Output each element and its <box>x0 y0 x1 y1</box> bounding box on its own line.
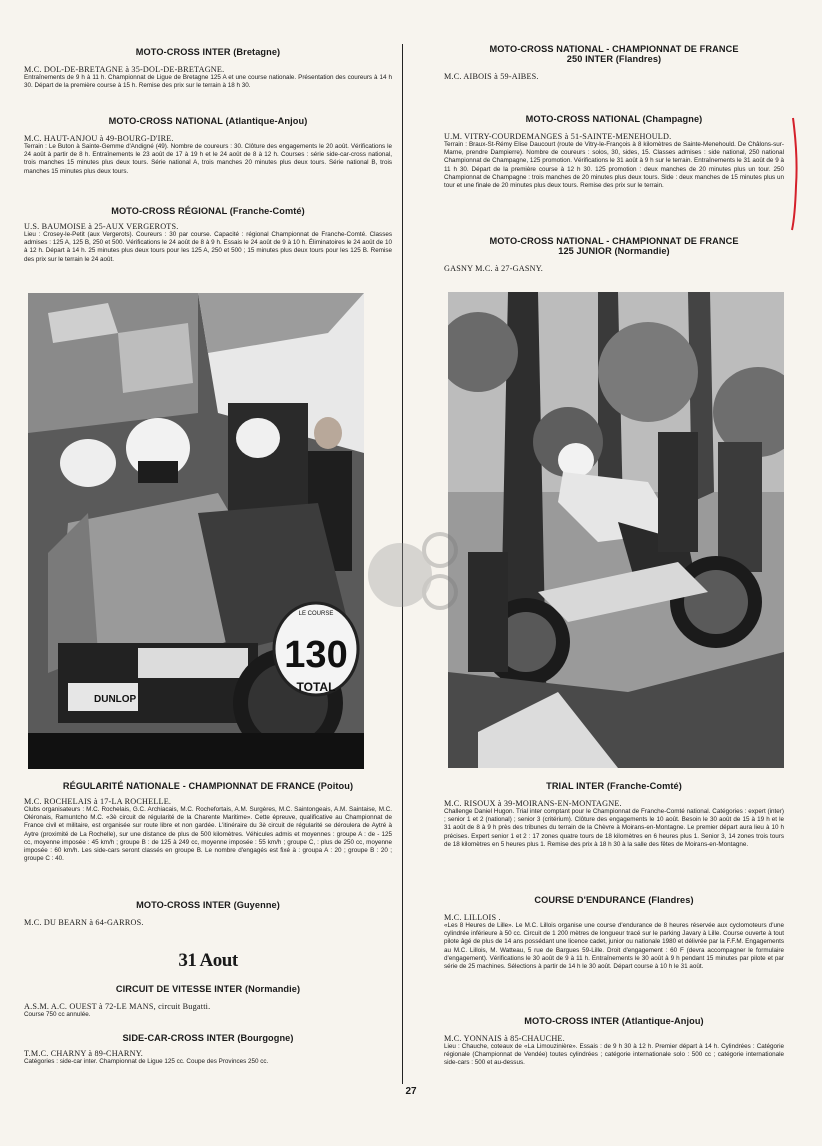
club-line: M.C. DU BEARN à 64-GARROS. <box>24 918 144 927</box>
event-moto-cross-franche-comte <box>24 206 392 264</box>
event-moto-cross-bretagne <box>24 47 392 90</box>
section-body: Terrain : Le Buton à Sainte-Gemme d'Andigné (49). Nombre de coureurs : 30. Clôture des engagements le 20 août. Vérifications le 24 août à partir de 8 h. Entraînements le 23 août de 17 à 19 h et le 24 août de 8 à 12 h. Courses : série side-car-cross national, trois manches 15 minutes plus deux tours. Série national A, trois manches 20 minutes plus deux tours. Série national B, trois manches 15 minutes plus deux tours. <box>24 143 392 175</box>
section-heading: MOTO-CROSS INTER (Atlantique-Anjou) <box>524 1016 704 1026</box>
section-heading: MOTO-CROSS NATIONAL (Champagne) <box>525 114 703 124</box>
section-body: Lieu : Chauche, coteaux de «La Limouzinière». Essais : de 9 h 30 à 12 h. Premier départ à 14 h. Cylindrées : Catégorie régionale (Championnat de Vendée) toutes cylindrées ; catégorie internationale solo : 500 cc ; catégorie internationale side-cars : 500 et au-dessus. <box>444 1043 784 1067</box>
section-heading: MOTO-CROSS NATIONAL (Atlantique-Anjou) <box>108 116 308 126</box>
event-side-car-cross-bourgogne <box>24 1033 392 1066</box>
section-heading: MOTO-CROSS RÉGIONAL (Franche-Comté) <box>111 206 305 216</box>
date-banner <box>24 950 392 972</box>
club-line: M.C. LILLOIS . <box>444 913 501 922</box>
club-line: A.S.M. A.C. OUEST à 72-LE MANS, circuit Bugatti. <box>24 1002 211 1011</box>
club-line: U.S. BAUMOISE à 25-AUX VERGEROTS. <box>24 222 179 231</box>
club-line: M.C. HAUT-ANJOU à 49-BOURG-D'IRE. <box>24 134 174 143</box>
race-plate-sign: LE COURSE <box>298 611 334 617</box>
event-regularite-poitou <box>24 781 392 863</box>
date-heading: 31 Aout <box>178 950 238 971</box>
section-body: Clubs organisateurs : M.C. Rochelais, G.C. Archiacais, M.C. Rochefortais, A.M. Surgères, M.C. Saintongeais, A.M. Saintaise, M.C. Oléronais, Ramuntcho M.C. «3è circuit de régularité de la Charente Maritime». Cette épreuve, qualificative au Championnat de France civil et militaire, est organisée sur route libre et non gardée. L'itinéraire du 3è circuit de régularité se déroulera de Aytré à Aytre (proximité de La Rochelle), sur une distance de plus de 500 kilomètres. Véhicules admis et moyennes : groupe A : de - 125 cc, moyenne imposée : 45 km/h ; groupe B : de 125 à 249 cc, moyenne imposée : 55 km/h ; groupe C, : plus de 250 cc, moyenne imposée : 60 km/h. Les side-cars seront classés en groupe B. Le nombre d'engagés est fixé à : groupa A : 20 ; groupe B : 20 ; groupe C : 40. <box>24 806 392 863</box>
section-heading: RÉGULARITÉ NATIONALE - CHAMPIONNAT DE FRANCE (Poitou) <box>62 781 354 791</box>
club-line: M.C. AIBOIS à 59-AIBES. <box>444 72 539 81</box>
tank-brand: DUNLOP <box>94 694 137 705</box>
section-heading: CIRCUIT DE VITESSE INTER (Normandie) <box>115 984 301 994</box>
club-line: M.C. ROCHELAIS à 17-LA ROCHELLE. <box>24 797 172 806</box>
section-heading: SIDE-CAR-CROSS INTER (Bourgogne) <box>122 1033 294 1043</box>
club-line: M.C. RISOUX à 39-MOIRANS-EN-MONTAGNE. <box>444 799 622 808</box>
red-margin-mark <box>790 116 800 232</box>
section-body: Challenge Daniel Hugon. Trial inter comptant pour le Championnat de Franche-Comté national. Catégories : expert (inter) ; senior 1 et 2 (national) ; senior 3 (critérium). Clôture des engagements le 10 août. Besoin le 30 août de 15 à 19 h et le 31 août de 8 à 9 h près des tribunes du terrain de la Chèvre à Moirans-en-Montagne. Le premier départ aura lieu à 10 h précises. Expert senior 1 et 2 : 17 zones quatre tours de 18 kilomètres en 6 heures plus 1. Senior 3, 14 zones trois tours de 18 kilomètres en 5 heures plus 1. Remise des prix à 18 h 30 à la salle des fêtes de Moirans-en-Montagne. <box>444 808 784 848</box>
section-heading: TRIAL INTER (Franche-Comté) <box>546 781 682 791</box>
event-moto-cross-atlantique-anjou <box>444 1016 784 1068</box>
club-line: U.M. VITRY-COURDEMANGES à 51-SAINTE-MENEHOULD. <box>444 132 672 141</box>
event-endurance-flandres <box>444 895 784 971</box>
page-number: 27 <box>405 1086 417 1097</box>
section-body: «Les 8 Heures de Lille». Le M.C. Lillois organise une course d'endurance de 8 heures réservée aux cyclomoteurs d'une cylindrée inférieure à 50 cc. Circuit de 1 200 mètres de longueur tracé sur le parking Javary à Lille. Course ouverte à tout pilote âgé de plus de 14 ans possédant une licence cadet, junior ou nationale 1980 et délivrée par la F.F.M. Engagements au M.C. Lillois, M. Watteau, 5 rue de Bargues 59-Lille. Droit d'engagement : 60 F (devra accompagner le formulaire d'engagement). Vérifications le 30 août de 9 à 11 h. Entraînements le 30 août à 9 h pendant 15 minutes par pilote et par série de 25 machines. Sélections à partir de 14 h le 30 août. Départ course à 10 h le 31 août. <box>444 922 784 971</box>
section-heading: MOTO-CROSS NATIONAL - CHAMPIONNAT DE FRANCE <box>489 236 739 246</box>
section-heading: COURSE D'ENDURANCE (Flandres) <box>534 895 694 905</box>
event-moto-cross-anjou <box>24 116 392 176</box>
section-body: Lieu : Crosey-le-Petit (aux Vergerots). Coureurs : 30 par course. Capacité : régional Championnat de Franche-Comté. Classes admises : 125 A, 125 B, 250 et 500. Vérifications le 24 août de 8 à 9 h. Essais le 24 août de 9 à 10 h. Éliminatoires le 24 août de 10 à 12 h. Départ à 14 h. 25 minutes plus deux tours pour les 125 A, 250 et 500 ; 15 minutes plus deux tours pour les 125 B. Remise des prix sur le terrain le 24 août. <box>24 231 392 263</box>
section-body: Course 750 cc annulée. <box>24 1011 91 1018</box>
trial-photo-drawing <box>448 292 784 768</box>
event-moto-cross-flandres-250 <box>444 44 784 81</box>
watermark-stamp <box>360 520 470 620</box>
event-moto-cross-guyenne <box>24 900 392 927</box>
section-subheading: 250 INTER (Flandres) <box>566 54 662 64</box>
section-heading: MOTO-CROSS INTER (Guyenne) <box>136 900 280 910</box>
race-plate-brand: TOTAL <box>296 680 336 694</box>
section-heading: MOTO-CROSS NATIONAL - CHAMPIONNAT DE FRANCE <box>489 44 739 54</box>
section-body: Entraînements de 9 h à 11 h. Championnat de Ligue de Bretagne 125 A et une course nationale. Présentation des coureurs à 14 h 30. Départ de la première course à 15 h. Remise des prix sur le terrain à 18 h 30. <box>24 74 392 90</box>
club-line: T.M.C. CHARNY à 89-CHARNY. <box>24 1049 143 1058</box>
club-line: M.C. DOL-DE-BRETAGNE à 35-DOL-DE-BRETAGNE. <box>24 65 225 74</box>
section-body: Catégories : side-car inter. Championnat de Ligue 125 cc. Coupe des Provinces 250 cc. <box>24 1058 269 1065</box>
event-moto-cross-normandie-125 <box>444 236 784 273</box>
event-trial-franche-comte <box>444 781 784 849</box>
riders-photo <box>28 293 364 769</box>
section-subheading: 125 JUNIOR (Normandie) <box>558 246 670 256</box>
section-body: Terrain : Braux-St-Rémy Elise Daucourt (route de Vitry-le-François à 8 kilomètres de Sainte-Menehould. De Châlons-sur-Marne, prendre Dampierre). Nombre de coureurs : solos, 30, sides, 15. Classes admises : side national, 250 national Championnat de Champagne, 125 promotion. Vérifications le 31 août à 9 h sur le terrain. Entraînements le 31 août de 9 à 11 h 30. Départ de la première course à 12 h 30. 125 promotion : deux manches de 20 minutes plus un tour. 250 Championnat de Champagne : trois manches de 20 minutes plus deux tours. Side : deux manches de 15 minutes plus un tour et une finale de 20 minutes plus deux tours. Remise des prix sur le terrain. <box>444 141 784 190</box>
club-line: M.C. YONNAIS à 85-CHAUCHE. <box>444 1034 565 1043</box>
club-line: GASNY M.C. à 27-GASNY. <box>444 264 544 273</box>
section-heading: MOTO-CROSS INTER (Bretagne) <box>135 47 281 57</box>
riders-photo-drawing <box>28 293 364 769</box>
race-plate-number: 130 <box>284 634 348 676</box>
trial-photo <box>448 292 784 768</box>
event-circuit-vitesse-normandie <box>24 984 392 1019</box>
event-moto-cross-champagne <box>444 114 784 190</box>
